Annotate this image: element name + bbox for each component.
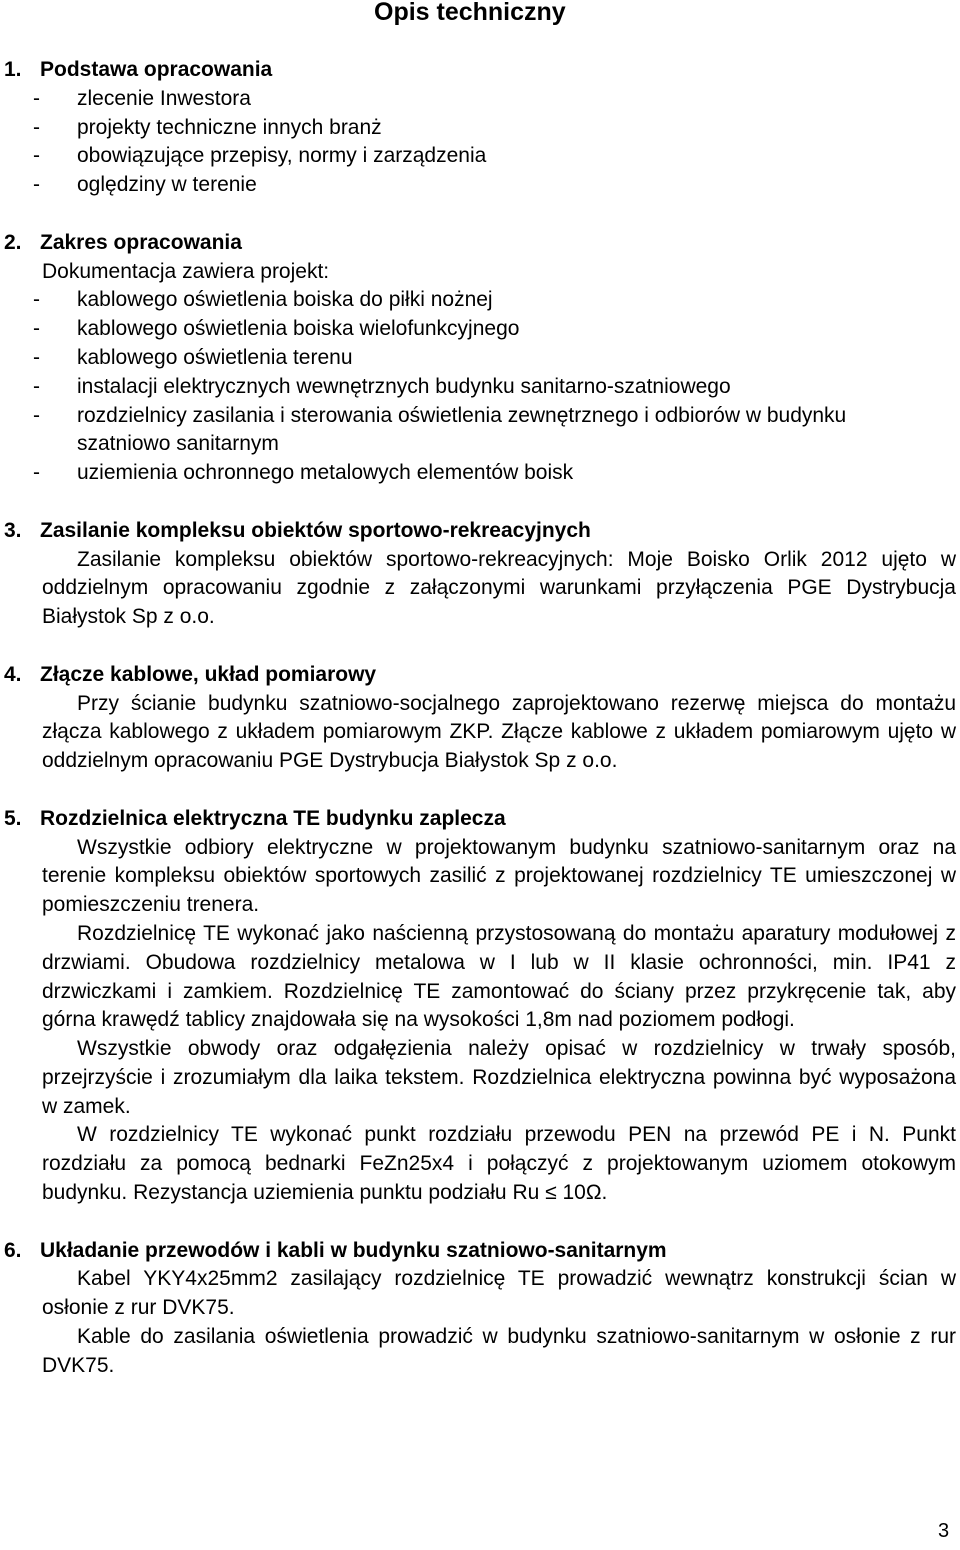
section-heading — [0, 661, 960, 690]
list-item: - projekty techniczne innych branż — [33, 115, 382, 139]
paragraph: Kable do zasilania oświetlenia prowadzić w budynku szatniowo-sanitarnym w osłonie z rur DVK75. — [42, 1325, 956, 1377]
section-1 — [0, 56, 960, 200]
section-heading — [0, 1237, 960, 1266]
list-item: - rozdzielnicy zasilania i sterowania oświetlenia zewnętrznego i odbiorów w budynku szatniowo sanitarnym — [33, 403, 847, 456]
list-item: - kablowego oświetlenia boiska do piłki nożnej — [33, 288, 493, 312]
list-item: - kablowego oświetlenia terenu — [33, 345, 353, 369]
section-number: 1. — [4, 58, 22, 81]
list-item: - oględziny w terenie — [33, 173, 257, 197]
section-number: 3. — [4, 518, 22, 542]
list-item: - uziemienia ochronnego metalowych elementów boisk — [33, 461, 574, 485]
section-title: Układanie przewodów i kabli w budynku szatniowo-sanitarnym — [40, 1238, 667, 1262]
section-title: Zakres opracowania — [40, 230, 242, 254]
list-item: - instalacji elektrycznych wewnętrznych budynku sanitarno-szatniowego — [33, 374, 731, 398]
section-title: Rozdzielnica elektryczna TE budynku zaplecza — [40, 806, 506, 830]
document-body — [0, 56, 960, 1381]
section-heading — [0, 517, 960, 546]
page-number: 3 — [938, 1520, 950, 1542]
section-number: 5. — [4, 806, 22, 830]
section-number: 4. — [4, 662, 22, 686]
bullet-list — [0, 85, 960, 200]
section-number: 6. — [4, 1238, 22, 1262]
paragraph: Zasilanie kompleksu obiektów sportowo-rekreacyjnych: Moje Boisko Orlik 2012 ujęto w oddzielnym opracowaniu zgodnie z załączonymi warunkami przyłączenia PGE Dystrybucja Białystok Sp z o.o. — [42, 547, 956, 629]
list-item: - obowiązujące przepisy, normy i zarządzenia — [33, 144, 487, 168]
page-title: Opis techniczny — [374, 0, 566, 26]
section-title: Złącze kablowe, układ pomiarowy — [40, 662, 377, 686]
paragraph: Rozdzielnicę TE wykonać jako naścienną przystosowaną do montażu aparatury modułowej z drzwiami. Obudowa rozdzielnicy metalowa w I lub w II klasie ochronności, min. IP41 z drzwiczkami i zamkiem. Rozdzielnicę TE zamontować do ściany przez przykręcenie tak, aby górna krawędź tablicy znajdowała się na wysokości 1,8m nad poziomem podłogi. — [42, 921, 956, 1032]
section-heading — [0, 56, 960, 85]
section-3 — [0, 517, 960, 632]
section-5 — [0, 805, 960, 1208]
section-6 — [0, 1237, 960, 1381]
bullet-list — [0, 286, 960, 488]
paragraph: Przy ścianie budynku szatniowo-socjalnego zaprojektowano rezerwę miejsca do montażu złącza kablowego z układem pomiarowym ZKP. Złącze kablowe z układem pomiarowym ujęto w oddzielnym opracowaniu PGE Dystrybucja Białystok Sp z o.o. — [42, 691, 956, 773]
paragraph: Wszystkie obwody oraz odgałęzienia należy opisać w rozdzielnicy w trwały sposób, przejrzyście i zrozumiałym dla laika tekstem. Rozdzielnica elektryczna powinna być wyposażona w zamek. — [42, 1037, 956, 1118]
paragraph: Kabel YKY4x25mm2 zasilający rozdzielnicę TE prowadzić wewnątrz konstrukcji ścian w osłonie z rur DVK75. — [42, 1267, 956, 1320]
section-title: Podstawa opracowania — [40, 58, 273, 81]
section-number: 2. — [4, 230, 22, 254]
section-heading — [0, 229, 960, 258]
section-title: Zasilanie kompleksu obiektów sportowo-rekreacyjnych — [40, 518, 591, 542]
list-item: - kablowego oświetlenia boiska wielofunkcyjnego — [33, 317, 520, 341]
section-heading — [0, 805, 960, 834]
section-4 — [0, 661, 960, 776]
section-2 — [0, 229, 960, 488]
list-item: - zlecenie Inwestora — [33, 86, 251, 110]
section-intro: Dokumentacja zawiera projekt: — [42, 259, 330, 283]
paragraph: Wszystkie odbiory elektryczne w projektowanym budynku szatniowo-sanitarnym oraz na terenie kompleksu obiektów sportowych zasilić z projektowanej rozdzielnicy TE umieszczonej w pomieszczeniu trenera. — [42, 835, 956, 917]
paragraph: W rozdzielnicy TE wykonać punkt rozdziału przewodu PEN na przewód PE i N. Punkt rozdziału za pomocą bednarki FeZn25x4 i połączyć z projektowanym uziomem otokowym budynku. Rezystancja uziemienia punktu podziału Ru ≤ 10Ω. — [42, 1123, 956, 1205]
